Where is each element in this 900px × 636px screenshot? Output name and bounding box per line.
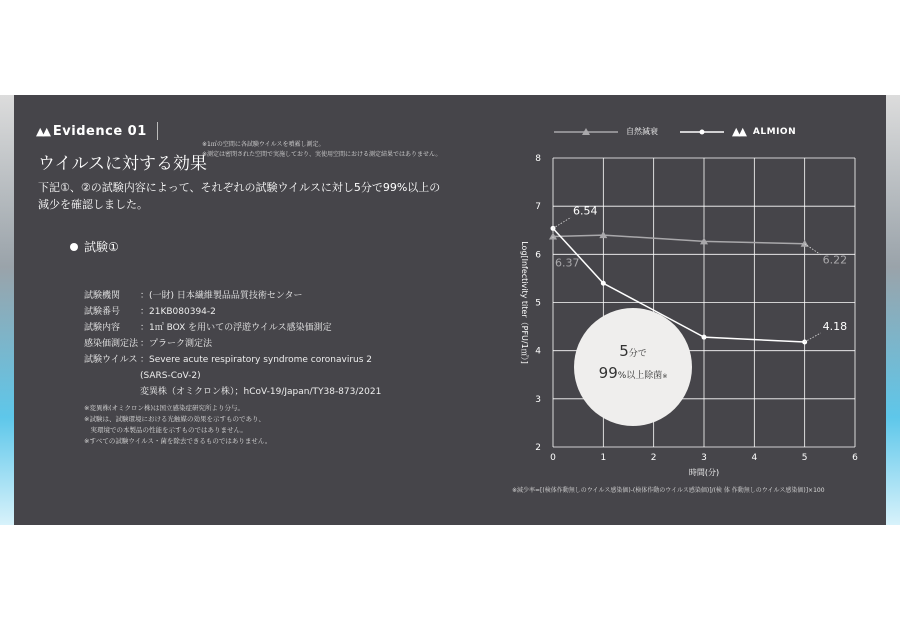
spec-row: 試験ウイルス ： Severe acute respiratory syndrome coronavirus 2 bbox=[84, 352, 381, 368]
y-tick-label: 5 bbox=[535, 298, 541, 309]
badge-line-2 bbox=[574, 364, 692, 382]
footnote: ※試験は、試験環境における光触媒の効果を示すものであり、 bbox=[84, 415, 265, 423]
section-label: 試験① bbox=[84, 240, 119, 254]
badge-minutes-unit: 分で bbox=[628, 349, 647, 359]
series-line bbox=[553, 235, 805, 244]
legend-natural-label: 自然減衰 bbox=[626, 127, 658, 136]
left-edge-gradient bbox=[0, 95, 14, 525]
badge-percent: 99 bbox=[598, 364, 618, 382]
data-point bbox=[702, 335, 707, 340]
spec-continuation: (SARS-CoV-2) bbox=[140, 371, 201, 381]
y-axis-label: Log[Infectivity titer（PFU/1㎥）] bbox=[520, 241, 529, 364]
footnote: ※変異株(オミクロン株)は国立感染症研究所より分与。 bbox=[84, 404, 245, 412]
spec-row: 感染価測定法 ： プラーク測定法 bbox=[84, 336, 381, 352]
spec-key: 試験ウイルス bbox=[84, 355, 138, 365]
badge-note-mark: ※ bbox=[662, 373, 668, 380]
annotation-leader bbox=[805, 333, 821, 342]
evidence-label: Evidence 01 bbox=[52, 123, 147, 139]
spec-key: 感染価測定法 bbox=[84, 339, 139, 349]
spec-row: 試験番号 ： 21KB080394-2 bbox=[84, 304, 381, 320]
spec-value: Severe acute respiratory syndrome coronavirus 2 bbox=[149, 355, 372, 365]
data-label: 6.54 bbox=[573, 204, 598, 218]
brand-logo-icon: ▲▲ bbox=[36, 124, 49, 138]
badge-minutes: 5 bbox=[619, 342, 629, 360]
spec-continuation: 変異株（オミクロン株）；hCoV-19/Japan/TY38-873/2021 bbox=[140, 387, 382, 397]
y-tick-label: 3 bbox=[535, 394, 541, 405]
footnote: 実環境での本製品の性能を示すものではありません。 bbox=[84, 426, 247, 434]
spec-value: (一財) 日本繊維製品品質技術センター bbox=[149, 291, 303, 301]
y-tick-label: 2 bbox=[535, 443, 541, 453]
data-point bbox=[601, 281, 606, 286]
lead-line: 下記①、②の試験内容によって、それぞれの試験ウイルスに対し5分で99%以上の bbox=[38, 181, 441, 194]
reduction-formula: ※減少率=[(検体作動無しのウイルス感染価)-(検体作動のウイルス感染価)]/(検 体 作動無しのウイルス感染価)]×100 bbox=[512, 487, 825, 494]
right-edge-gradient bbox=[886, 95, 900, 525]
brand-logo-icon: ▲▲ bbox=[732, 125, 745, 138]
badge-line-1 bbox=[574, 342, 692, 360]
legend-brand-label: ALMION bbox=[752, 126, 797, 137]
spec-key: 試験内容 bbox=[84, 323, 121, 333]
spec-key: 試験番号 bbox=[84, 307, 121, 317]
spec-row: 試験内容 ： 1㎥ BOX を用いての浮遊ウイルス感染価測定 bbox=[84, 320, 381, 336]
lead-line: 減少を確認しました。 bbox=[38, 198, 148, 211]
top-note: ※測定は密閉された空間で実施しており、実使用空間における測定結果ではありません。 bbox=[202, 151, 442, 158]
x-tick-label: 1 bbox=[600, 453, 607, 463]
evidence-panel bbox=[14, 95, 886, 525]
badge-percent-text: %以上除菌 bbox=[617, 371, 663, 381]
data-label: 6.22 bbox=[822, 253, 848, 267]
footnote: ※すべての試験ウイルス・菌を除去できるものではありません。 bbox=[84, 437, 272, 445]
x-tick-label: 4 bbox=[751, 453, 758, 463]
y-tick-label: 7 bbox=[535, 202, 541, 213]
x-tick-label: 3 bbox=[701, 453, 707, 463]
data-label: 6.37 bbox=[555, 256, 580, 270]
x-tick-label: 0 bbox=[550, 453, 556, 463]
x-tick-label: 6 bbox=[852, 453, 858, 463]
line-chart bbox=[14, 95, 886, 525]
spec-value: 1㎥ BOX を用いての浮遊ウイルス感染価測定 bbox=[149, 323, 332, 333]
spec-row: 試験機関 ： (一財) 日本繊維製品品質技術センター bbox=[84, 288, 381, 304]
page-title: ウイルスに対する効果 bbox=[38, 154, 207, 174]
spec-value: プラーク測定法 bbox=[149, 339, 213, 349]
spec-value: 21KB080394-2 bbox=[149, 307, 216, 317]
annotation-leader bbox=[553, 217, 571, 228]
y-tick-label: 8 bbox=[535, 154, 541, 164]
x-axis-label: 時間(分) bbox=[688, 468, 720, 477]
spec-key: 試験機関 bbox=[84, 291, 121, 301]
x-tick-label: 5 bbox=[801, 453, 808, 463]
top-note: ※1㎥の空間に各試験ウイルスを噴霧し測定。 bbox=[202, 141, 325, 148]
data-label: 4.18 bbox=[822, 319, 848, 333]
x-tick-label: 2 bbox=[650, 453, 657, 463]
y-tick-label: 6 bbox=[535, 250, 541, 261]
y-tick-label: 4 bbox=[535, 346, 541, 357]
result-badge bbox=[574, 308, 692, 426]
